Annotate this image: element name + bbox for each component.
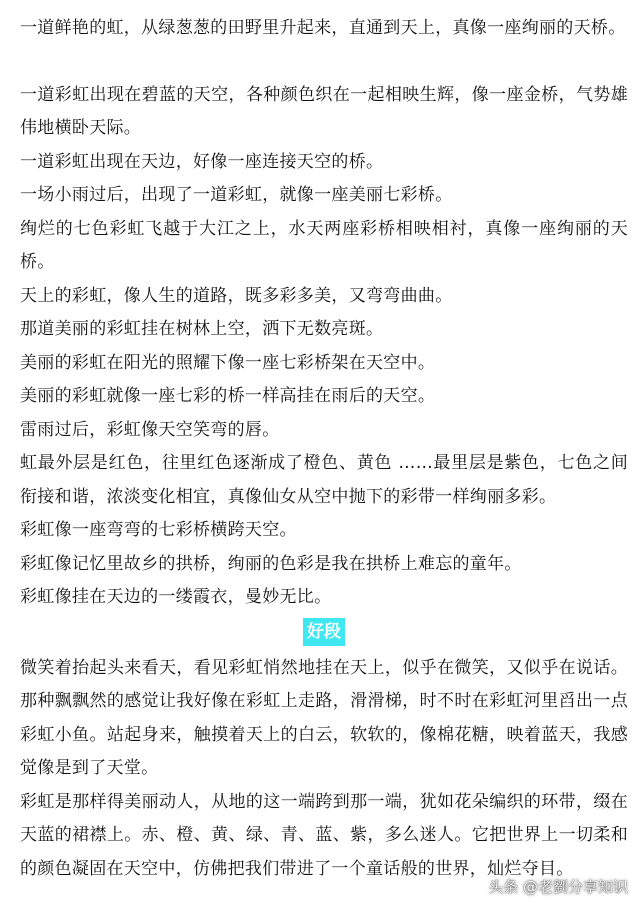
watermark: 头条 @老劉分享知识 xyxy=(488,878,628,896)
sentence-5: 绚烂的七色彩虹飞越于大江之上，水天两座彩桥相映相衬，真像一座绚丽的天桥。 xyxy=(20,218,628,272)
sentence-11: 虹最外层是红色，往里红色逐渐成了橙色、黄色 ……最里层是紫色，七色之间衔接和谐，浓淡变化相宜，真像仙女从空中抛下的彩带一样绚丽多彩。 xyxy=(20,453,628,507)
sentence-12: 彩虹像一座弯弯的七彩桥横跨天空。 xyxy=(20,520,297,540)
sentence-1: 一道鲜艳的虹，从绿葱葱的田野里升起来，直通到天上，真像一座绚丽的天桥。 xyxy=(20,18,626,38)
sentence-13: 彩虹像记忆里故乡的拱桥，绚丽的色彩是我在拱桥上难忘的童年。 xyxy=(20,553,522,574)
section-header xyxy=(20,618,628,648)
sentence-6: 天上的彩虹，像人生的道路，既多彩多美，又弯弯曲曲。 xyxy=(20,285,453,306)
sentence-8: 美丽的彩虹在阳光的照耀下像一座七彩桥架在天空中。 xyxy=(20,352,436,373)
paragraph-1: 微笑着抬起头来看天，看见彩虹悄然地挂在天上，似乎在微笑，又似乎在说话。那种飘飘然的感觉让我好像在彩虹上走路，滑滑梯，时不时在彩虹河里舀出一点彩虹小鱼。站起身来，触摸着天上的白云，软软的，像棉花糖，映着蓝天，我感觉像是到了天堂。 xyxy=(20,657,628,778)
paragraph-2: 彩虹是那样得美丽动人，从地的这一端跨到那一端，犹如花朵编织的环带，缀在天蓝的裙襟上。赤、橙、黄、绿、青、蓝、紫，多么迷人。它把世界上一切柔和的颜色凝固在天空中，仿佛把我们带进了一个童话般的世界，灿烂夺目。 xyxy=(20,791,628,879)
sentence-14: 彩虹像挂在天边的一缕霞衣，曼妙无比。 xyxy=(20,587,332,607)
top-sentences xyxy=(20,12,628,615)
sentence-9: 美丽的彩虹就像一座七彩的桥一样高挂在雨后的天空。 xyxy=(20,386,436,406)
blank-line xyxy=(20,46,628,79)
sentence-2: 一道彩虹出现在碧蓝的天空，各种颜色织在一起相映生辉，像一座金桥，气势雄伟地横卧天际。 xyxy=(20,84,628,138)
sentence-4: 一场小雨过后，出现了一道彩虹，就像一座美丽七彩桥。 xyxy=(20,185,453,205)
sentence-7: 那道美丽的彩虹挂在树林上空，洒下无数亮斑。 xyxy=(20,319,384,339)
sentence-3: 一道彩虹出现在天边，好像一座连接天空的桥。 xyxy=(20,151,384,172)
sentence-10: 雷雨过后，彩虹像天空笑弯的唇。 xyxy=(20,419,280,440)
section-title-good-paragraphs: 好段 xyxy=(303,618,345,646)
bottom-paragraphs xyxy=(20,652,628,887)
